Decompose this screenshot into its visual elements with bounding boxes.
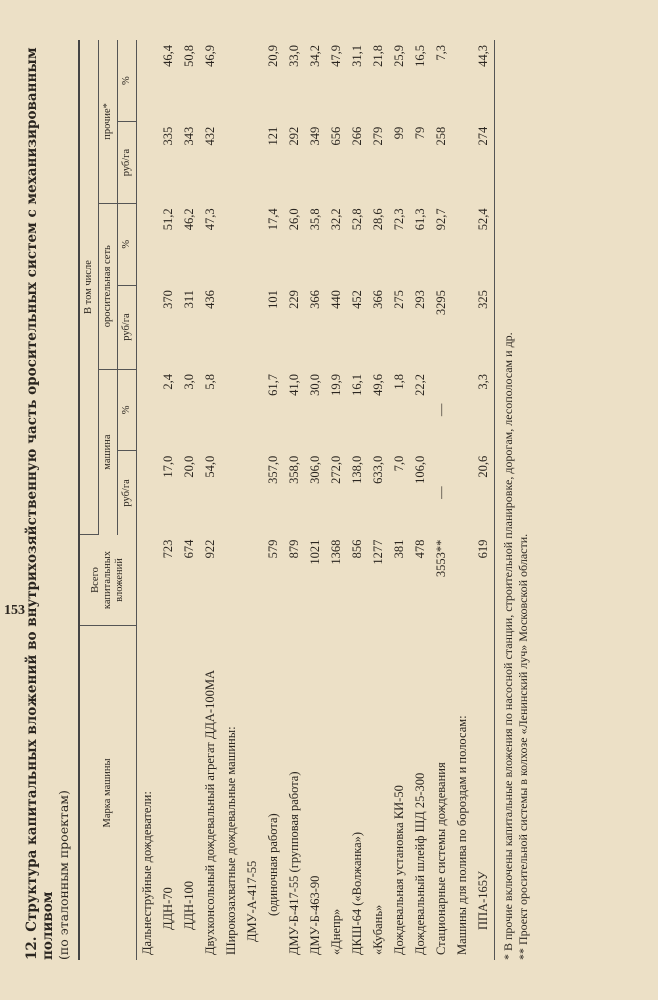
row-value: 856 [350,539,364,559]
row-label: ДМУ-Б-463-90 [308,875,322,955]
row-value: 16,5 [413,45,427,67]
row-label: ППА-165У [473,625,495,960]
row-value: 61,7 [266,374,280,396]
table-row [452,40,473,960]
row-value: 20,6 [473,451,495,535]
header-network-pct: % [118,203,137,285]
row-value: — [434,486,448,499]
row-value: 46,4 [161,45,175,67]
row-value: 121 [266,126,280,146]
row-value: 343 [182,126,196,146]
row-value: 366 [308,290,322,309]
row-value: 99 [392,126,406,140]
row-value [221,40,242,122]
row-label: ДМУ-Б-417-55 (групповая работа) [287,771,301,955]
row-value [137,40,159,122]
row-value: 79 [413,126,427,140]
row-value [452,122,473,204]
row-label: ДДН-100 [182,881,196,930]
row-value: 41,0 [287,374,301,396]
row-value: 3,0 [182,374,196,390]
row-label: Двухконсольный дождевальный агрегат ДДА-100МА [203,670,217,955]
row-value: 52,4 [473,203,495,285]
row-label: (одиночная работа) [266,813,280,916]
row-value: 272,0 [329,455,343,484]
row-value: 619 [473,535,495,626]
row-value: 47,3 [203,208,217,231]
row-value: 21,8 [371,45,385,67]
header-other-pct: % [118,40,137,122]
header-other: прочие* [99,40,118,203]
row-value: 47,9 [329,45,343,67]
table-title-text: Структура капитальных вложений во внутрихозяйственную часть оросительных систем с механизированным поливом [24,47,56,960]
row-value: 1,8 [392,374,406,390]
row-value [452,285,473,369]
row-value [242,535,263,626]
row-value: 138,0 [350,455,364,484]
row-value: 35,8 [308,208,322,231]
table-row [389,40,410,960]
row-value: 101 [266,290,280,309]
row-value: 30,0 [308,374,322,396]
row-value: 16,1 [350,374,364,396]
row-value: 3295 [434,290,448,316]
row-value [452,451,473,535]
row-value: 17,0 [161,455,175,478]
row-value: 452 [350,290,364,309]
table-row [221,40,242,960]
row-value: 106,0 [413,455,427,484]
row-value: 1277 [371,539,385,565]
row-value: 54,0 [203,455,217,478]
row-value: 723 [161,539,175,559]
table-row [368,40,389,960]
header-machine: машина [99,369,118,535]
row-value: 20,9 [266,45,280,67]
table-number: 12. [24,936,40,960]
row-value [242,203,263,285]
row-label: Широкозахватные дождевальные машины: [224,726,238,955]
row-value: 32,2 [329,208,343,231]
row-value: 26,0 [287,208,301,231]
row-value [242,122,263,204]
table-row [242,40,263,960]
row-label: Машины для полива по бороздам и полосам: [455,715,469,955]
row-value: 292 [287,126,301,146]
table-row [200,40,221,960]
row-value: 33,0 [287,45,301,67]
table-subtitle: (по эталонным проектам) [56,790,71,960]
row-value [221,122,242,204]
row-value: 7,3 [434,45,448,61]
row-value: 28,6 [371,208,385,231]
row-value: 5,8 [203,374,217,390]
row-label: «Днепр» [329,908,343,955]
row-value: 7,0 [392,455,406,472]
row-value: 266 [350,126,364,146]
row-label: «Кубань» [371,904,385,955]
row-value [137,122,159,204]
row-label: Дождевальная установка КИ-50 [392,785,406,955]
row-value: 229 [287,290,301,309]
header-including: В том числе [79,40,99,535]
table-row [431,40,452,960]
table-row [284,40,305,960]
row-value: 34,2 [308,45,322,67]
row-value: 49,6 [371,374,385,396]
row-value: 879 [287,539,301,559]
header-other-rub: руб/га [118,122,137,204]
row-value: 922 [203,539,217,559]
row-value: 633,0 [371,455,385,484]
row-value: 279 [371,126,385,146]
row-value: 674 [182,539,196,559]
row-label: ДДН-70 [161,887,175,930]
row-value: 275 [392,290,406,309]
row-value: 2,4 [161,374,175,390]
row-value: 335 [161,126,175,146]
row-value: 31,1 [350,45,364,67]
row-value: 3,3 [473,369,495,451]
row-value [452,40,473,122]
row-value: 357,0 [266,455,280,484]
row-value: 258 [434,126,448,146]
row-value: 436 [203,290,217,309]
row-value: 366 [371,290,385,309]
capital-investment-table [78,40,495,960]
row-label: ДКШ-64 («Волжанка») [350,831,364,955]
row-value: 432 [203,126,217,146]
header-machine-pct: % [118,369,137,451]
row-value: 3553** [434,539,448,578]
row-value [452,203,473,285]
row-value: 1368 [329,539,343,565]
row-value: 325 [473,285,495,369]
table-row [326,40,347,960]
row-value [221,285,242,369]
row-value [221,369,242,451]
header-network-rub: руб/га [118,285,137,369]
row-value [221,451,242,535]
table-row [347,40,368,960]
row-value [137,203,159,285]
table-title [24,40,72,960]
row-value [242,369,263,451]
row-value: 478 [413,539,427,559]
row-value: 349 [308,126,322,146]
row-value: 17,4 [266,208,280,231]
row-value: 46,9 [203,45,217,67]
row-label: Дождевальный шлейф ШД 25-300 [413,772,427,955]
row-label: Дальнеструйные дождеватели: [140,791,154,955]
table-row [410,40,431,960]
table-row [305,40,326,960]
table-row [263,40,284,960]
row-value: 22,2 [413,374,427,396]
row-value [242,285,263,369]
header-network: оросительная сеть [99,203,118,369]
row-label: Стационарные системы дождевания [434,762,448,955]
row-value [242,451,263,535]
row-value [137,369,159,451]
row-value: 274 [473,122,495,204]
row-value: 50,8 [182,45,196,67]
footnote-1: * В прочие включены капитальные вложения по насосной станции, строительной планировке, дорогам, лесополосам и др. [501,332,515,960]
row-value [221,203,242,285]
row-label: ДМУ-А-417-55 [245,860,259,942]
row-value: 25,9 [392,45,406,67]
row-value: 293 [413,290,427,309]
row-value: 92,7 [434,208,448,231]
row-value: 44,3 [473,40,495,122]
row-value [452,535,473,626]
row-value [137,451,159,535]
row-value [137,535,159,626]
header-machine-rub: руб/га [118,451,137,535]
row-value: 52,8 [350,208,364,231]
row-value [242,40,263,122]
row-value: 370 [161,290,175,309]
table-row [473,40,495,960]
row-value: 19,9 [329,374,343,396]
row-value: 51,2 [161,208,175,231]
row-value: 656 [329,126,343,146]
row-value: 579 [266,539,280,559]
row-value: 381 [392,539,406,559]
table-row [179,40,200,960]
footnotes [501,40,531,960]
footnote-2: ** Проект оросительной системы в колхозе «Ленинский луч» Московской области. [516,533,530,960]
row-value: 72,3 [392,208,406,231]
row-value [137,285,159,369]
row-value: 311 [182,290,196,309]
row-value: — [434,403,448,417]
row-value: 306,0 [308,455,322,484]
header-total: Всего капитальных вложений [79,535,137,626]
table-row [137,40,159,960]
row-value [221,535,242,626]
table-body [137,40,495,960]
row-value: 46,2 [182,208,196,231]
row-value: 20,0 [182,455,196,478]
row-value [452,369,473,451]
page-number: 153 [4,603,25,618]
row-value: 358,0 [287,455,301,484]
row-value: 440 [329,290,343,309]
row-value: 61,3 [413,208,427,231]
row-value: 1021 [308,539,322,565]
header-brand: Марка машины [79,625,137,960]
table-row [158,40,179,960]
